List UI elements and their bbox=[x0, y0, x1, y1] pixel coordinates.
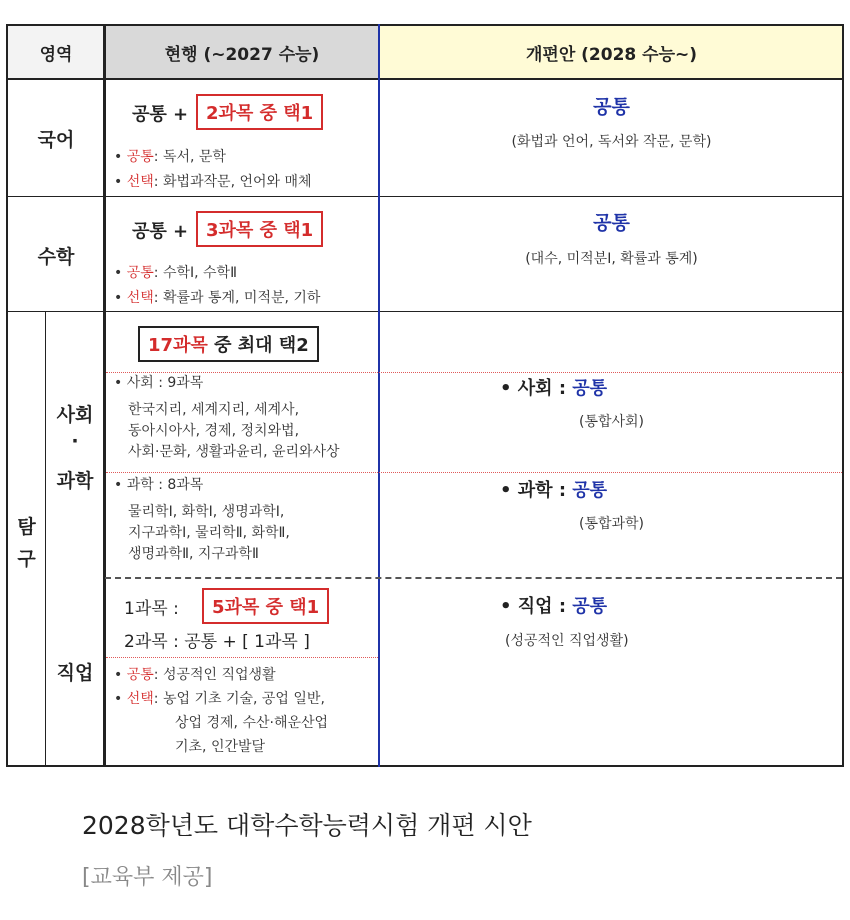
vocational-sep bbox=[105, 577, 842, 579]
math-choice-box: 3과목 중 택1 bbox=[196, 211, 323, 247]
korean-bullet-elective-text: : 화법과작문, 언어와 매체 bbox=[153, 174, 312, 190]
science-sep-line bbox=[106, 472, 842, 473]
inquiry-inner-sep bbox=[45, 311, 46, 767]
new-social-value: 공통 bbox=[572, 378, 608, 399]
social-subjects bbox=[128, 400, 340, 463]
science-subjects bbox=[128, 502, 290, 565]
area-korean: 국어 bbox=[37, 129, 75, 151]
vocational-line1-prefix: 1과목 : bbox=[124, 599, 179, 619]
vocational-bullet-elective-text: : 농업 기초 기술, 공업 일반, bbox=[153, 691, 325, 707]
new-social-detail: (통합사회) bbox=[578, 414, 645, 430]
header-sep bbox=[6, 78, 844, 80]
area-inquiry-1: 탐 bbox=[17, 516, 36, 538]
header-new: 개편안 (2028 수능~) bbox=[525, 45, 698, 65]
vocational-bullet-elective-label: 선택 bbox=[126, 691, 154, 707]
social-line-2: 동아시아사, 경제, 정치와법, bbox=[128, 423, 300, 439]
socsci-label-science: 과학 bbox=[56, 470, 94, 492]
vocational-elective-lines bbox=[175, 711, 328, 759]
border-top bbox=[6, 24, 844, 26]
vocational-line2: 2과목 : 공통 + [ 1과목 ] bbox=[124, 632, 310, 652]
header-current: 현행 (~2027 수능) bbox=[164, 45, 320, 65]
vocational-bullet-common-label: 공통 bbox=[126, 667, 154, 683]
new-science-detail: (통합과학) bbox=[578, 516, 645, 532]
math-bullet-elective-text: : 확률과 통계, 미적분, 기하 bbox=[153, 290, 321, 306]
math-bullet-common: • 공통: 수학Ⅰ, 수학Ⅱ bbox=[114, 265, 237, 281]
math-new-title: 공통 bbox=[593, 212, 630, 234]
social-line-1: 한국지리, 세계지리, 세계사, bbox=[128, 402, 300, 418]
korean-bullet-elective-label: 선택 bbox=[126, 174, 154, 190]
korean-new-title: 공통 bbox=[593, 96, 630, 118]
social-head: • 사회 : 9과목 bbox=[114, 375, 204, 391]
science-line-2: 지구과학Ⅰ, 물리학Ⅱ, 화학Ⅱ, bbox=[128, 525, 290, 541]
science-head: • 과학 : 8과목 bbox=[114, 477, 204, 493]
new-science-value: 공통 bbox=[572, 480, 608, 501]
new-social bbox=[500, 374, 607, 400]
inquiry-box-num: 17과목 bbox=[148, 335, 208, 356]
row-sep-2 bbox=[6, 311, 844, 312]
new-science-label: • 과학 : bbox=[500, 480, 567, 501]
science-line-1: 물리학Ⅰ, 화학Ⅰ, 생명과학Ⅰ, bbox=[128, 504, 285, 520]
new-vocational bbox=[500, 592, 607, 618]
korean-bullet-common-text: : 독서, 문학 bbox=[153, 149, 226, 165]
vocational-elective-line-1: 상업 경제, 수산·해운산업 bbox=[175, 715, 329, 731]
vocational-bullet-common-text: : 성공적인 직업생활 bbox=[153, 667, 276, 683]
row-sep-1 bbox=[6, 196, 844, 197]
vocational-bullet-common: • 공통: 성공적인 직업생활 bbox=[114, 667, 276, 683]
vocational-bullet-elective: • 선택: 농업 기초 기술, 공업 일반, bbox=[114, 691, 325, 707]
korean-new-detail: (화법과 언어, 독서와 작문, 문학) bbox=[511, 134, 712, 150]
border-bottom bbox=[6, 765, 844, 767]
inquiry-choice-box bbox=[138, 326, 319, 362]
new-science bbox=[500, 476, 607, 502]
new-vocational-value: 공통 bbox=[572, 596, 608, 617]
korean-bullet-common: • 공통: 독서, 문학 bbox=[114, 149, 226, 165]
header-area: 영역 bbox=[39, 45, 73, 65]
image-credit: [교육부 제공] bbox=[82, 865, 213, 890]
math-bullet-common-label: 공통 bbox=[126, 265, 154, 281]
inquiry-box-rest: 중 최대 택2 bbox=[214, 335, 309, 356]
new-vocational-label: • 직업 : bbox=[500, 596, 567, 617]
vocational-elective-line-2: 기초, 인간발달 bbox=[175, 739, 266, 755]
new-social-label: • 사회 : bbox=[500, 378, 567, 399]
socsci-label-dot: · bbox=[71, 430, 79, 452]
math-bullet-common-text: : 수학Ⅰ, 수학Ⅱ bbox=[153, 265, 237, 281]
math-new-detail: (대수, 미적분Ⅰ, 확률과 통계) bbox=[525, 251, 698, 267]
area-inquiry-2: 구 bbox=[17, 548, 36, 570]
math-common-prefix: 공통 + bbox=[132, 221, 189, 242]
image-caption: 2028학년도 대학수학능력시험 개편 시안 bbox=[82, 811, 532, 840]
social-line-3: 사회·문화, 생활과윤리, 윤리와사상 bbox=[128, 444, 340, 460]
korean-bullet-common-label: 공통 bbox=[126, 149, 154, 165]
vocational-dotted bbox=[106, 657, 378, 658]
korean-bullet-elective: • 선택: 화법과작문, 언어와 매체 bbox=[114, 174, 312, 190]
korean-common-prefix: 공통 + bbox=[132, 104, 189, 125]
socsci-label-social: 사회 bbox=[56, 404, 94, 426]
vocational-label: 직업 bbox=[56, 662, 94, 684]
area-math: 수학 bbox=[37, 246, 75, 268]
math-bullet-elective-label: 선택 bbox=[126, 290, 154, 306]
science-line-3: 생명과학Ⅱ, 지구과학Ⅱ bbox=[128, 546, 259, 562]
new-vocational-detail: (성공적인 직업생활) bbox=[505, 633, 629, 649]
math-bullet-elective: • 선택: 확률과 통계, 미적분, 기하 bbox=[114, 290, 321, 306]
social-sep-line bbox=[106, 372, 842, 373]
vocational-choice-box: 5과목 중 택1 bbox=[202, 588, 329, 624]
korean-choice-box: 2과목 중 택1 bbox=[196, 94, 323, 130]
